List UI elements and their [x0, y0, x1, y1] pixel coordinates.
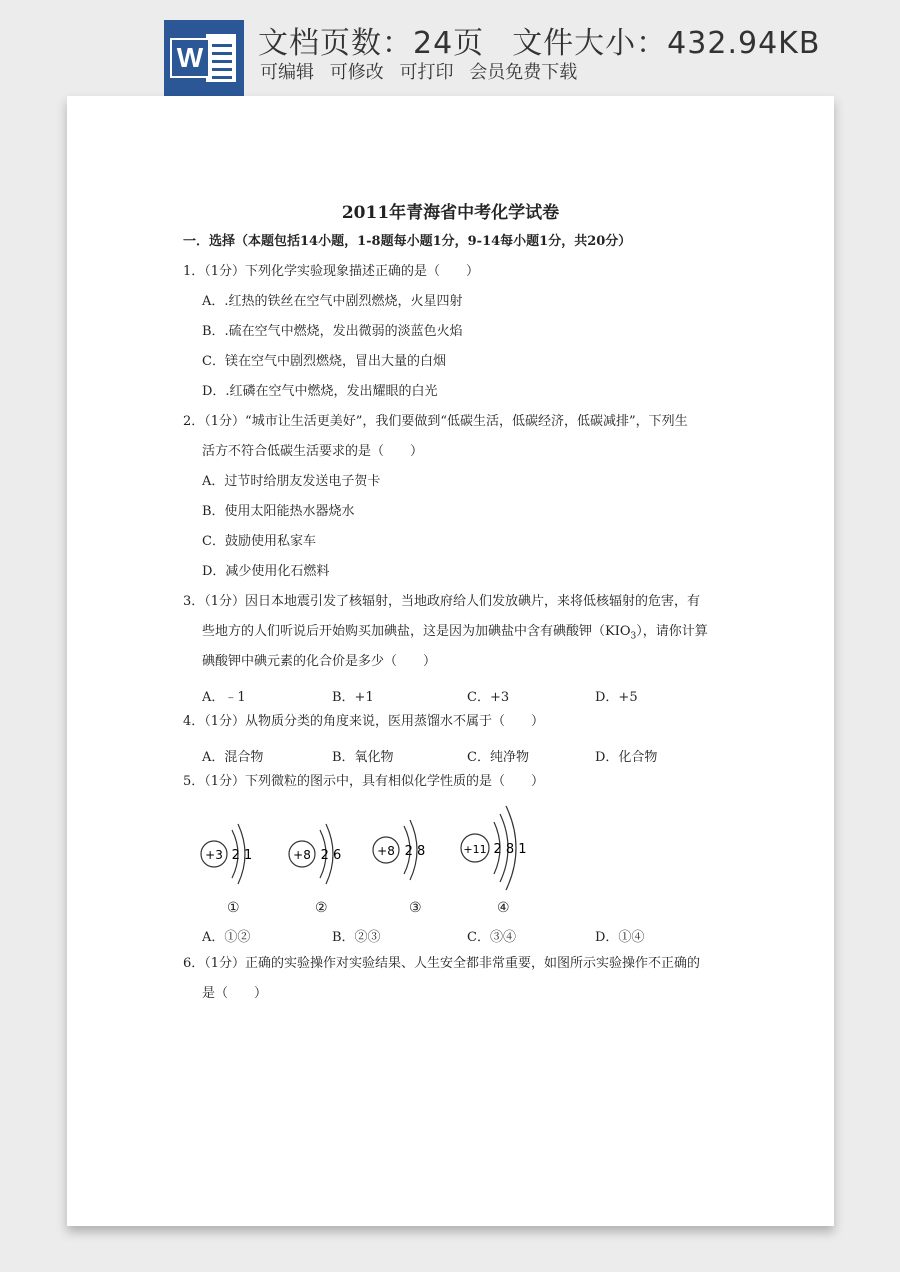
question-3-stem-continued-2: 碘酸钾中碘元素的化合价是多少（ ）: [202, 654, 437, 669]
feature-member-download: 会员免费下载: [469, 62, 578, 83]
question-3-stem: 3．（1分）因日本地震引发了核辐射，当地政府给人们发放碘片，来将低核辐射的危害，有: [183, 594, 701, 609]
question-3-stem-continued: [202, 624, 708, 645]
question-1-option-a: A．.红热的铁丝在空气中剧烈燃烧，火星四射: [202, 294, 463, 309]
atom-diagram-1: [201, 824, 252, 884]
atom-3-nucleus: +8: [377, 844, 395, 858]
question-1-option-c: C．镁在空气中剧烈燃烧，冒出大量的白烟: [202, 354, 446, 369]
atom-label-3: ③: [409, 900, 422, 916]
formula-subscript: 3: [630, 631, 637, 642]
atom-1-shells: 2 1: [231, 848, 253, 863]
atom-structure-diagrams: [192, 802, 552, 902]
question-4-option-c: C．纯净物: [467, 750, 529, 765]
question-4-stem: 4．（1分）从物质分类的角度来说，医用蒸馏水不属于（ ）: [183, 714, 545, 729]
atom-label-2: ②: [315, 900, 328, 916]
question-5-stem: 5．（1分）下列微粒的图示中，具有相似化学性质的是（ ）: [183, 774, 545, 789]
question-5-option-d: D．①④: [595, 930, 645, 945]
atom-2-nucleus: +8: [293, 848, 311, 862]
question-2-option-a: A．过节时给朋友发送电子贺卡: [202, 474, 381, 489]
question-4-option-a: A．混合物: [202, 750, 264, 765]
question-2-option-c: C．鼓励使用私家车: [202, 534, 316, 549]
feature-modifiable: 可修改: [329, 62, 384, 83]
section-heading: 一．选择（本题包括14小题，1-8题每小题1分，9-14每小题1分，共20分）: [183, 234, 632, 249]
question-5-option-b: B．②③: [332, 930, 381, 945]
question-4-option-b: B．氧化物: [332, 750, 394, 765]
paper-title: 2011年青海省中考化学试卷: [341, 203, 560, 223]
question-1-stem: 1．（1分）下列化学实验现象描述正确的是（ ）: [183, 264, 480, 279]
atom-2-shells: 2 6: [320, 848, 342, 863]
word-document-icon: [164, 20, 244, 96]
question-2-stem: 2．（1分）“城市让生活更美好”，我们要做到“低碳生活，低碳经济，低碳减排”，下列生: [183, 414, 688, 429]
word-letter: W: [170, 38, 210, 78]
atom-diagram-4: [461, 806, 527, 890]
file-size: 文件大小：432.94KB: [512, 26, 821, 61]
question-2-option-d: D．减少使用化石燃料: [202, 564, 330, 579]
feature-editable: 可编辑: [260, 62, 314, 83]
document-page: [67, 96, 834, 1226]
file-info: [258, 18, 820, 62]
atom-3-shells: 2 8: [404, 844, 426, 859]
feature-list: [260, 58, 587, 84]
atom-4-shells: 2 8 1: [493, 842, 527, 857]
question-3-option-b: B．+1: [332, 690, 374, 705]
question-3-option-c: C．+3: [467, 690, 510, 705]
question-3-text-b: ），请你计算: [636, 624, 708, 639]
atom-label-4: ④: [497, 900, 510, 916]
atom-4-nucleus: +11: [463, 843, 487, 856]
page-count: 文档页数：24页: [258, 26, 485, 61]
question-2-stem-continued: 活方不符合低碳生活要求的是（ ）: [202, 444, 424, 459]
feature-printable: 可打印: [399, 62, 454, 83]
question-3-option-d: D．+5: [595, 690, 638, 705]
question-4-option-d: D．化合物: [595, 750, 658, 765]
question-1-option-d: D．.红磷在空气中燃烧，发出耀眼的白光: [202, 384, 438, 399]
question-5-option-c: C．③④: [467, 930, 516, 945]
question-5-option-a: A．①②: [202, 930, 251, 945]
question-1-option-b: B．.硫在空气中燃烧，发出微弱的淡蓝色火焰: [202, 324, 463, 339]
question-3-text-a: 些地方的人们听说后开始购买加碘盐，这是因为加碘盐中含有碘酸钾（KIO: [202, 624, 631, 639]
question-3-option-a: A．﹣1: [202, 690, 246, 705]
question-2-option-b: B．使用太阳能热水器烧水: [202, 504, 355, 519]
atom-1-nucleus: +3: [205, 848, 223, 862]
atom-label-1: ①: [227, 900, 240, 916]
question-6-stem-continued: 是（ ）: [202, 986, 268, 1001]
download-banner: [0, 0, 900, 100]
atom-diagram-3: [373, 820, 425, 880]
atom-diagram-2: [289, 824, 341, 884]
question-6-stem: 6．（1分）正确的实验操作对实验结果、人生安全都非常重要，如图所示实验操作不正确的: [183, 956, 701, 971]
